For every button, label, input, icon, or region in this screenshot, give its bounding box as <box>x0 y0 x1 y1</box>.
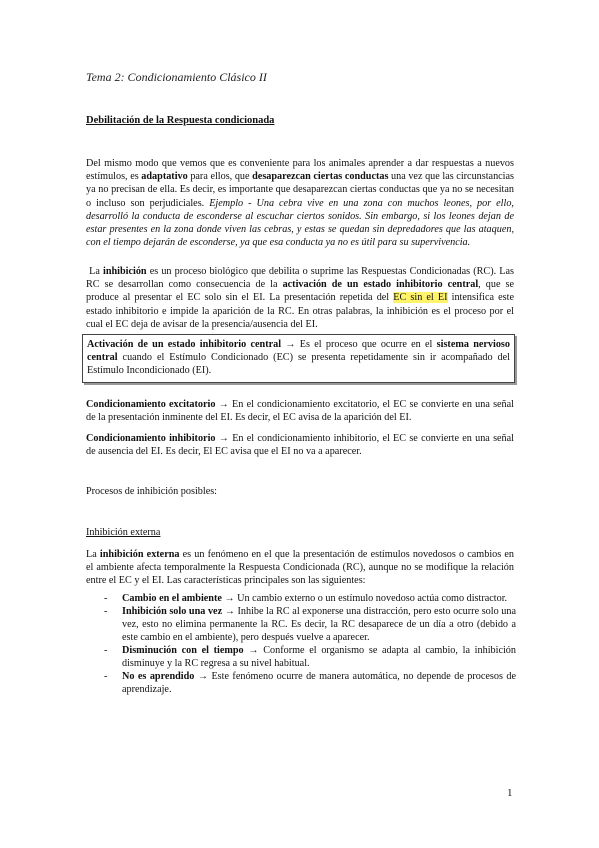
text: La <box>89 266 103 277</box>
text: → Conforme el organismo se adapta al cambio, la inhibición disminuye y la RC regresa a su nivel habitual. <box>122 645 516 669</box>
bold-term: activación de un estado inhibitorio central <box>282 279 479 291</box>
definition-box <box>82 334 515 383</box>
text: Del mismo modo que vemos que es conveniente para los animales aprender a dar respuestas a nuevos estímulos, es <box>86 158 514 183</box>
list-dash: - <box>104 606 108 618</box>
bold-term: Condicionamiento excitatorio <box>86 399 216 410</box>
text: una vez que las circunstancias ya no precisan de ella. Es decir, es importante que desaparezcan ciertas conductas que ya no se necesitan o incluso son perjudiciales. <box>86 171 514 209</box>
text: , que se produce al presentar el EC solo sin el EI. La presentación repetida del <box>86 279 514 304</box>
text: Procesos de inhibición posibles: <box>86 486 218 497</box>
intro-paragraph <box>86 157 514 249</box>
bold-term: inhibición externa <box>99 549 180 560</box>
bold-term: desaparezcan ciertas conductas <box>252 171 389 183</box>
list-item <box>86 671 516 697</box>
text: para ellos, que <box>187 171 253 183</box>
list-dash: - <box>104 671 108 683</box>
inhibitory-paragraph <box>86 432 514 458</box>
text: cuando el Estímulo Condicionado (EC) se presenta repetidamente sin ir acompañado del Estímulo Incondicionado (EI). <box>87 352 510 377</box>
bold-term: Cambio en el ambiente <box>122 593 222 604</box>
bold-term: Activación de un estado inhibitorio central <box>87 339 282 350</box>
list-item <box>86 645 516 671</box>
text: → Este fenómeno ocurre de manera automática, no depende de procesos de aprendizaje. <box>122 671 517 696</box>
text: es un proceso biológico que debilita o suprime las Respuestas Condicionadas (RC). Las RC se desarrollan como consecuencia de la <box>86 266 515 291</box>
bold-term: Inhibición solo una vez <box>122 606 223 618</box>
page-number: 1 <box>507 787 513 799</box>
processes-label <box>86 485 514 498</box>
list-dash: - <box>104 593 108 604</box>
text: → En el condicionamiento inhibitorio, el EC se convierte en una señal de ausencia del EI. Es decir, El EC avisa que el EI no va a aparecer. <box>86 433 515 458</box>
example-text: Ejemplo - Una cebra vive en una zona con muchos leones, por ello, desarrolló la conducta de esconderse al escuchar ciertos sonidos. Sin embargo, si los leones dejan de estar presentes en la zona donde viven las cebras, y estas se quedan sin depredadores que las ataquen, con el tiempo dejarán de esconderse, ya que esa conducta ya no es útil para su supervivencia. <box>86 197 514 249</box>
inhibition-paragraph <box>86 265 514 331</box>
bold-term: sistema nervioso central <box>87 339 510 364</box>
page-header: Tema 2: Condicionamiento Clásico II <box>86 70 267 84</box>
highlighted-text: EC sin el EI <box>393 292 448 304</box>
bold-term: adaptativo <box>141 171 188 183</box>
text: intensifica este estado inhibitorio e impide la aparición de la RC. En otras palabras, la inhibición es el proceso por el cual el EC deja de avisar de la presencia/ausencia del EI. <box>86 292 515 330</box>
text: → En el condicionamiento excitatorio, el EC se convierte en una señal de la presentación inminente del EI. Es decir, el EC avisa de la aparición del EI. <box>86 399 514 424</box>
features-list <box>86 593 516 697</box>
bold-term: inhibición <box>103 266 147 277</box>
external-inhibition-paragraph <box>86 548 514 588</box>
list-item <box>86 593 516 606</box>
text: La <box>86 549 100 560</box>
text: → Es el proceso que ocurre en el <box>281 339 437 350</box>
bold-term: Condicionamiento inhibitorio <box>86 433 216 444</box>
section-title: Debilitación de la Respuesta condicionada <box>86 115 275 126</box>
text: es un fenómeno en el que la presentación de estímulos novedosos o cambios en el ambiente afecta temporalmente la Respuesta Condicionada (RC), aunque no se modifique la relación entre el EC y el EI. Las características principales son las siguientes: <box>86 549 514 587</box>
list-dash: - <box>104 645 108 657</box>
text: → Inhibe la RC al exponerse una distracción, pero esto ocurre solo una vez, esto no elimina permanente la RC. Es decir, la RC desaparece de un día a otro (debido a este cambio en el ambiente), pero después vuelve a aparecer. <box>122 606 516 643</box>
bold-term: No es aprendido <box>122 671 195 683</box>
list-item <box>86 606 516 644</box>
bold-term: Disminución con el tiempo <box>122 645 244 657</box>
external-inhibition-subtitle: Inhibición externa <box>86 527 161 538</box>
text: → Un cambio externo o un estímulo novedoso actúa como distractor. <box>221 593 508 604</box>
excitatory-paragraph <box>86 398 514 424</box>
